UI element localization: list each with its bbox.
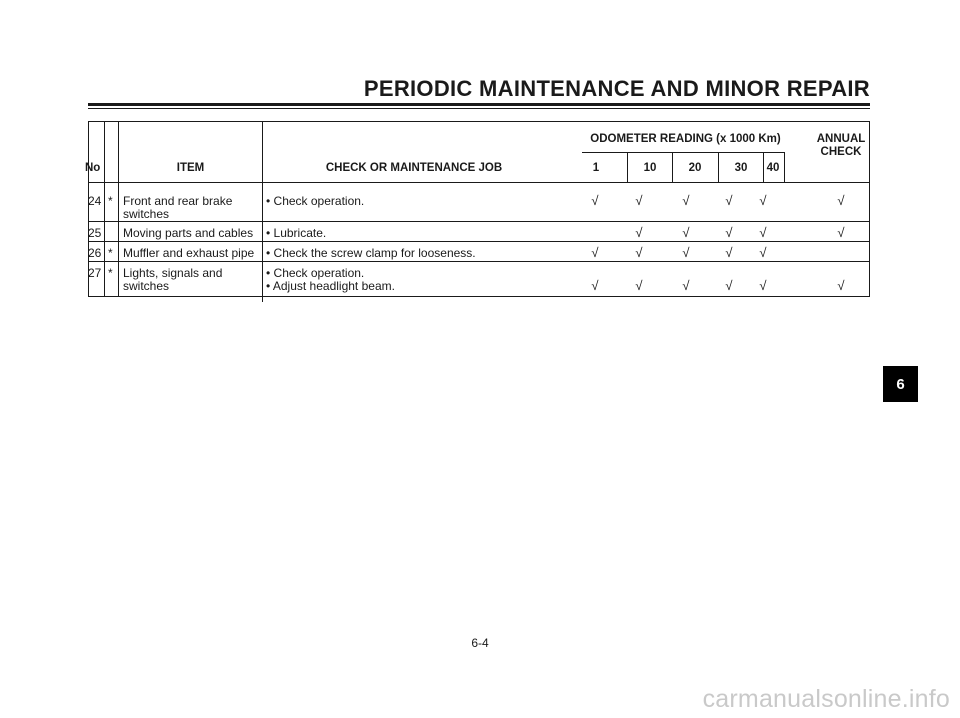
row-divider (88, 221, 870, 222)
check-mark: √ (682, 193, 690, 208)
row-star: * (108, 266, 113, 280)
row-item: Moving parts and cables (123, 226, 254, 240)
row-job: • Check operation. • Adjust headlight beam. (266, 266, 395, 293)
row-divider (88, 241, 870, 242)
check-mark: √ (682, 245, 690, 260)
row-no: 26 (88, 246, 102, 260)
check-mark: √ (635, 245, 643, 260)
col-divider (262, 121, 263, 302)
check-mark: √ (682, 278, 690, 293)
header-reading: 30 (734, 162, 748, 174)
header-reading: 40 (766, 162, 780, 174)
reading-col-divider (718, 152, 719, 182)
check-mark: √ (759, 245, 767, 260)
header-reading: 1 (592, 162, 600, 174)
check-mark: √ (635, 225, 643, 240)
check-mark: √ (759, 278, 767, 293)
row-star: * (108, 194, 113, 208)
header-reading: 20 (688, 162, 702, 174)
col-divider (104, 121, 105, 297)
row-job: • Check operation. (266, 194, 365, 208)
header-annual: ANNUAL CHECK (816, 133, 866, 158)
page-number: 6-4 (471, 636, 489, 650)
check-mark: √ (759, 225, 767, 240)
header-job: CHECK OR MAINTENANCE JOB (325, 162, 503, 174)
table-bottom-border (88, 296, 870, 297)
check-mark: √ (837, 193, 845, 208)
check-mark: √ (837, 278, 845, 293)
row-item: Lights, signals and switches (123, 266, 223, 293)
reading-col-divider (672, 152, 673, 182)
check-mark: √ (725, 278, 733, 293)
check-mark: √ (759, 193, 767, 208)
check-mark: √ (591, 245, 599, 260)
check-mark: √ (682, 225, 690, 240)
header-odometer: ODOMETER READING (x 1000 Km) (590, 133, 781, 145)
header-no: No (85, 162, 101, 174)
chapter-tab[interactable]: 6 (883, 366, 918, 402)
header-bottom-border (88, 182, 870, 183)
check-mark: √ (725, 225, 733, 240)
check-mark: √ (725, 245, 733, 260)
check-mark: √ (837, 225, 845, 240)
title-rule-thick (88, 103, 870, 106)
reading-header-divider (582, 152, 785, 153)
row-job: • Lubricate. (266, 226, 327, 240)
header-item: ITEM (176, 162, 205, 174)
row-divider (88, 261, 870, 262)
check-mark: √ (635, 193, 643, 208)
maintenance-table (85, 121, 870, 297)
header-reading: 10 (643, 162, 657, 174)
check-mark: √ (591, 278, 599, 293)
title-rule-thin (88, 108, 870, 109)
row-item: Muffler and exhaust pipe (123, 246, 255, 260)
table-top-border (88, 121, 870, 122)
row-no: 25 (88, 226, 102, 240)
row-star: * (108, 246, 113, 260)
check-mark: √ (635, 278, 643, 293)
reading-col-divider (784, 152, 785, 182)
watermark: carmanualsonline.info (702, 685, 950, 713)
page-title: PERIODIC MAINTENANCE AND MINOR REPAIR (363, 76, 870, 101)
row-item: Front and rear brake switches (123, 194, 233, 221)
row-job: • Check the screw clamp for looseness. (266, 246, 476, 260)
row-no: 27 (88, 266, 102, 280)
row-no: 24 (88, 194, 102, 208)
check-mark: √ (591, 193, 599, 208)
check-mark: √ (725, 193, 733, 208)
col-divider (118, 121, 119, 297)
reading-col-divider (627, 152, 628, 182)
